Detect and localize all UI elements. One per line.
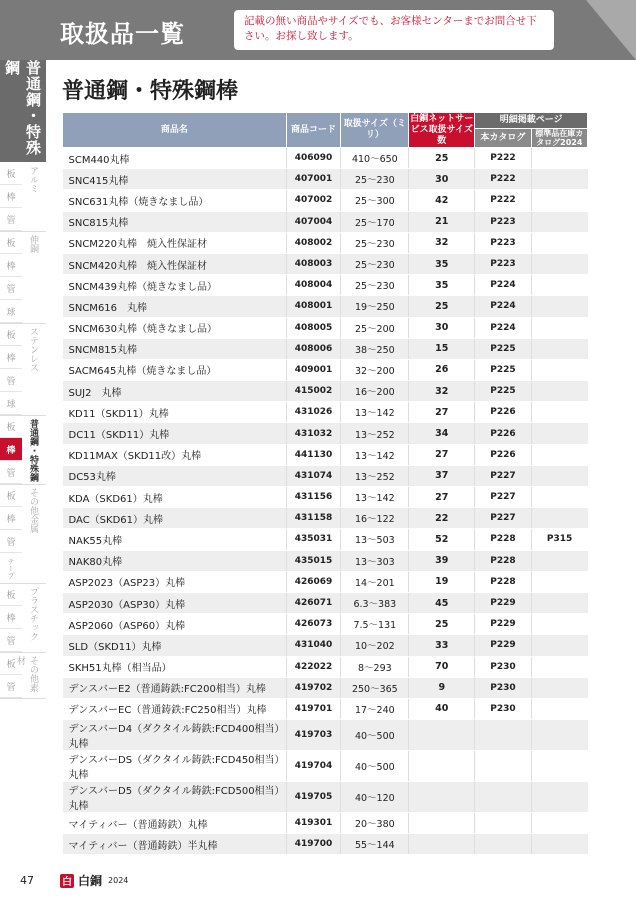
cell-count: [409, 813, 475, 834]
cell-size: 13～303: [341, 550, 409, 571]
cell-stock: [531, 402, 587, 423]
cell-count: 22: [409, 508, 475, 529]
cell-code: 441130: [286, 444, 341, 465]
cell-code: 419704: [286, 751, 341, 782]
sidebar-cell[interactable]: 板: [0, 231, 22, 254]
cell-name: DAC（SKD61）丸棒: [63, 508, 287, 529]
cell-size: 40～500: [341, 751, 409, 782]
table-row: [63, 720, 588, 751]
cell-size: 25～230: [341, 275, 409, 296]
table-row: [63, 656, 588, 677]
cell-stock: [531, 782, 587, 813]
cell-size: 16～200: [341, 381, 409, 402]
cell-name: SUJ2 丸棒: [63, 381, 287, 402]
cell-stock: [531, 211, 587, 232]
header-code: 商品コード: [286, 113, 341, 148]
cell-name: NAK80丸棒: [63, 550, 287, 571]
cell-code: 408002: [286, 232, 341, 253]
cell-count: 15: [409, 338, 475, 359]
cell-name: ASP2023（ASP23）丸棒: [63, 571, 287, 592]
cell-size: 25～200: [341, 317, 409, 338]
cell-size: 14～201: [341, 571, 409, 592]
cell-count: 27: [409, 444, 475, 465]
brand-name: 白銅: [78, 874, 103, 888]
table-row: [63, 782, 588, 813]
table-row: [63, 148, 588, 169]
cell-code: 431040: [286, 635, 341, 656]
cell-name: DC11（SKD11）丸棒: [63, 423, 287, 444]
cell-page: [475, 834, 531, 855]
cell-count: 26: [409, 359, 475, 380]
table-row: [63, 190, 588, 211]
cell-code: 415002: [286, 381, 341, 402]
sidebar-group-label[interactable]: アルミ: [28, 166, 38, 193]
cell-name: SNCM630丸棒（焼きなまし品）: [63, 317, 287, 338]
cell-name: SNC631丸棒（焼きなまし品）: [63, 190, 287, 211]
cell-count: 27: [409, 487, 475, 508]
cell-code: 407004: [286, 211, 341, 232]
cell-page: P226: [475, 444, 531, 465]
cell-code: 408001: [286, 296, 341, 317]
cell-code: 419702: [286, 677, 341, 698]
sidebar-cell[interactable]: 板: [0, 484, 22, 507]
cell-stock: [531, 232, 587, 253]
sidebar-cell[interactable]: 棒: [0, 346, 22, 369]
table-row: [63, 614, 588, 635]
cell-size: 40～500: [341, 720, 409, 751]
header-stock-catalog: 標準品在庫カタログ2024: [531, 129, 587, 148]
cell-code: 419700: [286, 834, 341, 855]
cell-stock: [531, 813, 587, 834]
table-row: [63, 550, 588, 571]
cell-stock: [531, 317, 587, 338]
cell-page: P223: [475, 253, 531, 274]
cell-name: SNCM439丸棒（焼きなまし品）: [63, 275, 287, 296]
sidebar-cell[interactable]: 管: [0, 461, 22, 484]
cell-stock: [531, 338, 587, 359]
cell-page: P222: [475, 190, 531, 211]
sidebar-cell[interactable]: 管: [0, 629, 22, 652]
brand-logo: [60, 872, 128, 889]
cell-code: 431156: [286, 487, 341, 508]
cell-stock: [531, 444, 587, 465]
cell-name: SNCM420丸棒 焼入性保証材: [63, 253, 287, 274]
sidebar-cell[interactable]: 棒: [0, 254, 22, 277]
cell-page: [475, 813, 531, 834]
cell-code: 431158: [286, 508, 341, 529]
cell-size: 10～202: [341, 635, 409, 656]
sidebar-group-label[interactable]: その他金属: [28, 488, 38, 533]
cell-name: KD11（SKD11）丸棒: [63, 402, 287, 423]
cell-page: P225: [475, 338, 531, 359]
cell-count: 25: [409, 614, 475, 635]
table-row: [63, 211, 588, 232]
cell-size: 16～122: [341, 508, 409, 529]
sidebar-group-label[interactable]: 普通鋼・特殊鋼: [28, 419, 38, 482]
cell-name: マイティバー（普通鋳鉄）半丸棒: [63, 834, 287, 855]
cell-name: NAK55丸棒: [63, 529, 287, 550]
cell-page: P224: [475, 296, 531, 317]
cell-count: 42: [409, 190, 475, 211]
sidebar-group-label[interactable]: その他素材: [15, 656, 38, 692]
cell-size: 13～142: [341, 487, 409, 508]
header-name: 商品名: [63, 113, 287, 148]
cell-stock: [531, 550, 587, 571]
cell-count: 25: [409, 296, 475, 317]
table-row: [63, 275, 588, 296]
cell-page: P226: [475, 402, 531, 423]
sidebar-cell[interactable]: 棒: [0, 507, 22, 530]
sidebar-cell[interactable]: 管: [0, 530, 22, 553]
cell-count: 21: [409, 211, 475, 232]
table-row: [63, 751, 588, 782]
cell-stock: [531, 487, 587, 508]
sidebar-cell[interactable]: 板: [0, 162, 22, 185]
cell-name: デンスバーEC（普通鋳鉄:FC250相当）丸棒: [63, 698, 287, 719]
cell-size: 6.3～383: [341, 592, 409, 613]
table-row: [63, 508, 588, 529]
cell-page: P224: [475, 317, 531, 338]
cell-size: 55～144: [341, 834, 409, 855]
cell-code: 406090: [286, 148, 341, 169]
cell-page: P222: [475, 169, 531, 190]
cell-code: 426069: [286, 571, 341, 592]
cell-name: DC53丸棒: [63, 465, 287, 486]
cell-count: [409, 751, 475, 782]
table-row: [63, 698, 588, 719]
cell-count: 30: [409, 317, 475, 338]
cell-page: P228: [475, 529, 531, 550]
cell-size: 13～142: [341, 402, 409, 423]
cell-stock: [531, 381, 587, 402]
cell-code: 408004: [286, 275, 341, 296]
sidebar-cell[interactable]: 板: [0, 583, 22, 606]
cell-code: 419701: [286, 698, 341, 719]
sidebar-group-label[interactable]: 伸銅: [28, 235, 38, 253]
cell-size: 7.5～131: [341, 614, 409, 635]
header-corner: [586, 0, 636, 60]
cell-stock: [531, 148, 587, 169]
brand-year: 2024: [108, 876, 129, 885]
table-row: [63, 169, 588, 190]
header-size: 取扱サイズ（ミリ）: [341, 113, 409, 148]
sidebar-divider: [0, 698, 46, 699]
cell-stock: [531, 508, 587, 529]
cell-name: ASP2030（ASP30）丸棒: [63, 592, 287, 613]
cell-stock: [531, 614, 587, 635]
cell-name: SCM440丸棒: [63, 148, 287, 169]
cell-count: 45: [409, 592, 475, 613]
cell-count: 32: [409, 381, 475, 402]
cell-page: P230: [475, 698, 531, 719]
cell-count: 70: [409, 656, 475, 677]
cell-stock: [531, 359, 587, 380]
cell-count: 25: [409, 148, 475, 169]
category-sidebar: [0, 60, 46, 710]
cell-name: デンスバーD4（ダクタイル鋳鉄:FCD400相当）丸棒: [63, 720, 287, 751]
table-row: [63, 592, 588, 613]
product-table: [62, 112, 588, 855]
cell-stock: [531, 698, 587, 719]
cell-stock: [531, 751, 587, 782]
cell-size: 20～380: [341, 813, 409, 834]
cell-page: P227: [475, 487, 531, 508]
sidebar-cell[interactable]: 管: [0, 277, 22, 300]
sidebar-cell[interactable]: 棒: [0, 606, 22, 629]
cell-count: 35: [409, 275, 475, 296]
cell-code: 426073: [286, 614, 341, 635]
cell-name: SNCM616 丸棒: [63, 296, 287, 317]
cell-count: 34: [409, 423, 475, 444]
table-row: [63, 423, 588, 444]
table-row: [63, 677, 588, 698]
cell-count: 27: [409, 402, 475, 423]
table-row: [63, 402, 588, 423]
cell-count: 19: [409, 571, 475, 592]
table-row: [63, 317, 588, 338]
cell-page: P229: [475, 592, 531, 613]
cell-count: 52: [409, 529, 475, 550]
cell-count: [409, 834, 475, 855]
cell-page: P228: [475, 550, 531, 571]
table-row: [63, 232, 588, 253]
cell-count: 37: [409, 465, 475, 486]
cell-page: P224: [475, 275, 531, 296]
cell-size: 410～650: [341, 148, 409, 169]
cell-stock: [531, 275, 587, 296]
sidebar-group-label[interactable]: プラスチック: [28, 587, 38, 641]
table-row: [63, 465, 588, 486]
cell-size: 13～252: [341, 423, 409, 444]
cell-code: 407002: [286, 190, 341, 211]
cell-name: SACM645丸棒（焼きなまし品）: [63, 359, 287, 380]
cell-code: 426071: [286, 592, 341, 613]
table-row: [63, 813, 588, 834]
cell-code: 408006: [286, 338, 341, 359]
cell-size: 25～300: [341, 190, 409, 211]
cell-size: 32～200: [341, 359, 409, 380]
header-pages-group: 明細掲載ページ: [475, 113, 588, 129]
sidebar-cell[interactable]: 管: [0, 369, 22, 392]
cell-name: マイティバー（普通鋳鉄）丸棒: [63, 813, 287, 834]
cell-name: SNCM815丸棒: [63, 338, 287, 359]
cell-stock: [531, 592, 587, 613]
cell-name: ASP2060（ASP60）丸棒: [63, 614, 287, 635]
cell-size: 38～250: [341, 338, 409, 359]
table-row: [63, 359, 588, 380]
cell-page: P228: [475, 571, 531, 592]
table-row: [63, 444, 588, 465]
cell-stock: [531, 677, 587, 698]
cell-page: P230: [475, 677, 531, 698]
cell-stock: [531, 656, 587, 677]
sidebar-active-category[interactable]: 普通鋼・特殊鋼: [0, 60, 46, 162]
cell-stock: P315: [531, 529, 587, 550]
sidebar-cell[interactable]: 板: [0, 652, 22, 675]
cell-name: KDA（SKD61）丸棒: [63, 487, 287, 508]
cell-code: 408005: [286, 317, 341, 338]
cell-code: 435015: [286, 550, 341, 571]
cell-code: 422022: [286, 656, 341, 677]
cell-name: SKH51丸棒（相当品）: [63, 656, 287, 677]
cell-code: 408003: [286, 253, 341, 274]
cell-code: 419301: [286, 813, 341, 834]
header-net-count: 白銅ネットサービス取扱サイズ数: [410, 113, 474, 146]
sidebar-cell[interactable]: 管: [0, 208, 22, 231]
cell-stock: [531, 465, 587, 486]
cell-name: KD11MAX（SKD11改）丸棒: [63, 444, 287, 465]
cell-stock: [531, 834, 587, 855]
table-row: [63, 487, 588, 508]
cell-code: 431032: [286, 423, 341, 444]
cell-name: SNCM220丸棒 焼入性保証材: [63, 232, 287, 253]
header-catalog-page: 本カタログ: [475, 129, 531, 148]
cell-page: P230: [475, 656, 531, 677]
cell-code: 419705: [286, 782, 341, 813]
table-row: [63, 338, 588, 359]
sidebar-cell[interactable]: 板: [0, 323, 22, 346]
table-row: [63, 381, 588, 402]
cell-page: P222: [475, 148, 531, 169]
page-number: 47: [20, 874, 34, 887]
cell-count: 35: [409, 253, 475, 274]
cell-name: SNC415丸棒: [63, 169, 287, 190]
cell-page: [475, 751, 531, 782]
cell-size: 13～252: [341, 465, 409, 486]
sidebar-group-label[interactable]: ステンレス: [28, 327, 38, 372]
cell-stock: [531, 720, 587, 751]
sidebar-cell[interactable]: 棒: [0, 438, 22, 461]
cell-page: P227: [475, 508, 531, 529]
sidebar-cell[interactable]: 球: [0, 300, 22, 323]
table-row: [63, 834, 588, 855]
cell-size: 25～170: [341, 211, 409, 232]
cell-stock: [531, 253, 587, 274]
sidebar-cell[interactable]: テープ: [0, 553, 22, 584]
cell-size: 25～230: [341, 169, 409, 190]
cell-count: 30: [409, 169, 475, 190]
cell-size: 25～230: [341, 232, 409, 253]
cell-name: デンスバーD5（ダクタイル鋳鉄:FCD500相当）丸棒: [63, 782, 287, 813]
cell-code: 419703: [286, 720, 341, 751]
cell-count: 40: [409, 698, 475, 719]
cell-count: 9: [409, 677, 475, 698]
sidebar-cell[interactable]: 管: [0, 675, 22, 698]
cell-count: 39: [409, 550, 475, 571]
table-row: [63, 635, 588, 656]
cell-count: 33: [409, 635, 475, 656]
cell-code: 409001: [286, 359, 341, 380]
cell-page: P229: [475, 614, 531, 635]
cell-code: 431074: [286, 465, 341, 486]
sidebar-cell[interactable]: 棒: [0, 185, 22, 208]
notice-box: 記載の無い商品やサイズでも、お客様センターまでお問合せ下さい。お探し致します。: [234, 10, 554, 50]
cell-page: P225: [475, 359, 531, 380]
cell-size: 19～250: [341, 296, 409, 317]
cell-stock: [531, 635, 587, 656]
cell-name: デンスバーE2（普通鋳鉄:FC200相当）丸棒: [63, 677, 287, 698]
cell-code: 407001: [286, 169, 341, 190]
cell-name: デンスバーDS（ダクタイル鋳鉄:FCD450相当）丸棒: [63, 751, 287, 782]
cell-page: P226: [475, 423, 531, 444]
cell-stock: [531, 571, 587, 592]
table-row: [63, 253, 588, 274]
table-row: [63, 296, 588, 317]
table-row: [63, 571, 588, 592]
cell-stock: [531, 296, 587, 317]
sidebar-cell[interactable]: 板: [0, 415, 22, 438]
cell-count: [409, 782, 475, 813]
cell-code: 435031: [286, 529, 341, 550]
cell-count: 32: [409, 232, 475, 253]
sidebar-cell[interactable]: 球: [0, 392, 22, 415]
cell-page: [475, 720, 531, 751]
cell-page: [475, 782, 531, 813]
cell-size: 13～503: [341, 529, 409, 550]
cell-code: 431026: [286, 402, 341, 423]
page-title: 取扱品一覧: [60, 20, 185, 48]
cell-stock: [531, 190, 587, 211]
cell-size: 13～142: [341, 444, 409, 465]
section-title: 普通鋼・特殊鋼棒: [62, 79, 239, 104]
cell-page: P223: [475, 211, 531, 232]
brand-mark-icon: 白: [60, 874, 74, 888]
cell-size: 17～240: [341, 698, 409, 719]
cell-name: SNC815丸棒: [63, 211, 287, 232]
cell-count: [409, 720, 475, 751]
cell-stock: [531, 423, 587, 444]
cell-size: 40～120: [341, 782, 409, 813]
cell-size: 8～293: [341, 656, 409, 677]
cell-stock: [531, 169, 587, 190]
table-row: [63, 529, 588, 550]
cell-page: P227: [475, 465, 531, 486]
cell-page: P225: [475, 381, 531, 402]
cell-page: P229: [475, 635, 531, 656]
cell-name: SLD（SKD11）丸棒: [63, 635, 287, 656]
cell-size: 25～230: [341, 253, 409, 274]
cell-size: 250～365: [341, 677, 409, 698]
cell-page: P223: [475, 232, 531, 253]
